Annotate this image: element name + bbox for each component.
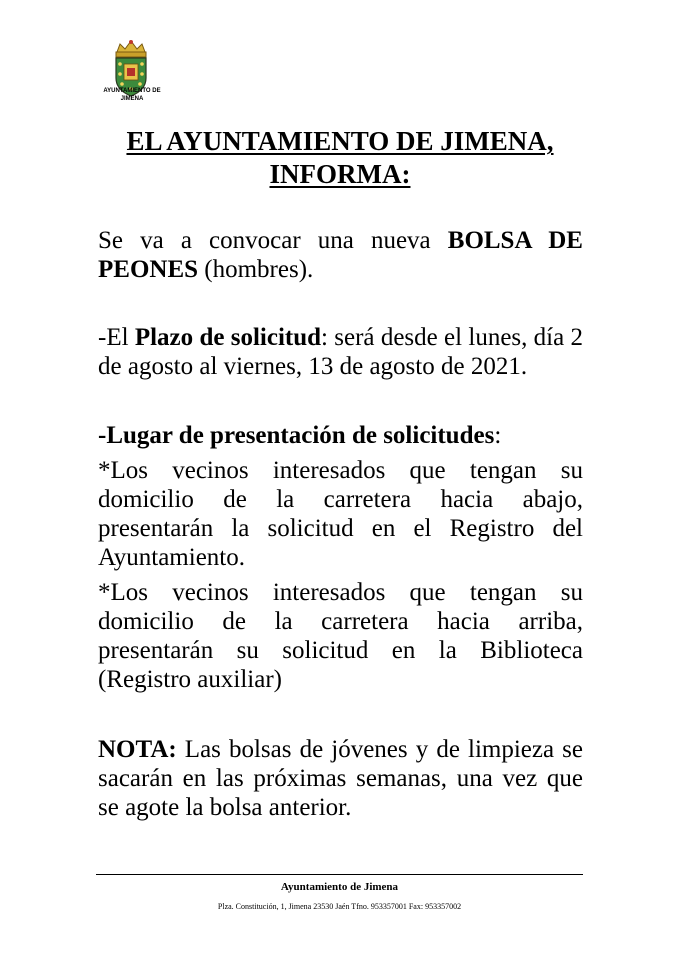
bold-text: NOTA: <box>98 736 177 763</box>
bold-text: -Lugar de presentación de solicitudes <box>98 422 495 449</box>
text-segment: : <box>494 422 502 449</box>
bold-text: BOLSA DE PEONES <box>98 227 583 283</box>
bold-text: Plazo de solicitud <box>134 324 322 351</box>
location-heading <box>98 421 583 450</box>
deadline-paragraph <box>98 323 583 381</box>
page-subtitle: INFORMA: <box>269 159 411 189</box>
text-segment: -El <box>98 324 135 351</box>
location-item-upper: *Los vecinos interesados que tengan su domicilio de la carretera hacia arriba, presentarán su solicitud en la Biblioteca (Registro auxiliar) <box>98 579 583 693</box>
text-segment: Se va a convocar una nueva <box>98 227 448 254</box>
footer-divider <box>96 874 583 875</box>
logo-caption <box>92 87 172 103</box>
logo-caption-line2: JIMENA <box>120 96 144 102</box>
note-paragraph <box>98 735 583 822</box>
page-title: EL AYUNTAMIENTO DE JIMENA, <box>126 126 554 156</box>
text-segment: Las bolsas de jóvenes y de limpieza se sacarán en las próximas semanas, una vez que se agote la bolsa anterior. <box>98 736 583 821</box>
announcement-paragraph <box>98 226 583 284</box>
text-segment: : será desde el lunes, día 2 de agosto al viernes, 13 de agosto de 2021. <box>98 324 584 380</box>
text-segment: (hombres). <box>198 256 314 283</box>
footer-org-name: Ayuntamiento de Jimena <box>280 881 399 893</box>
logo-caption-line1: AYUNTAMIENTO DE <box>103 88 161 94</box>
footer-address: Plza. Constitución, 1, Jimena 23530 Jaén Tfno. 953357001 Fax: 953357002 <box>217 902 462 911</box>
location-item-lower: *Los vecinos interesados que tengan su domicilio de la carretera hacia abajo, presentarán la solicitud en el Registro del Ayuntamiento. <box>98 457 583 571</box>
